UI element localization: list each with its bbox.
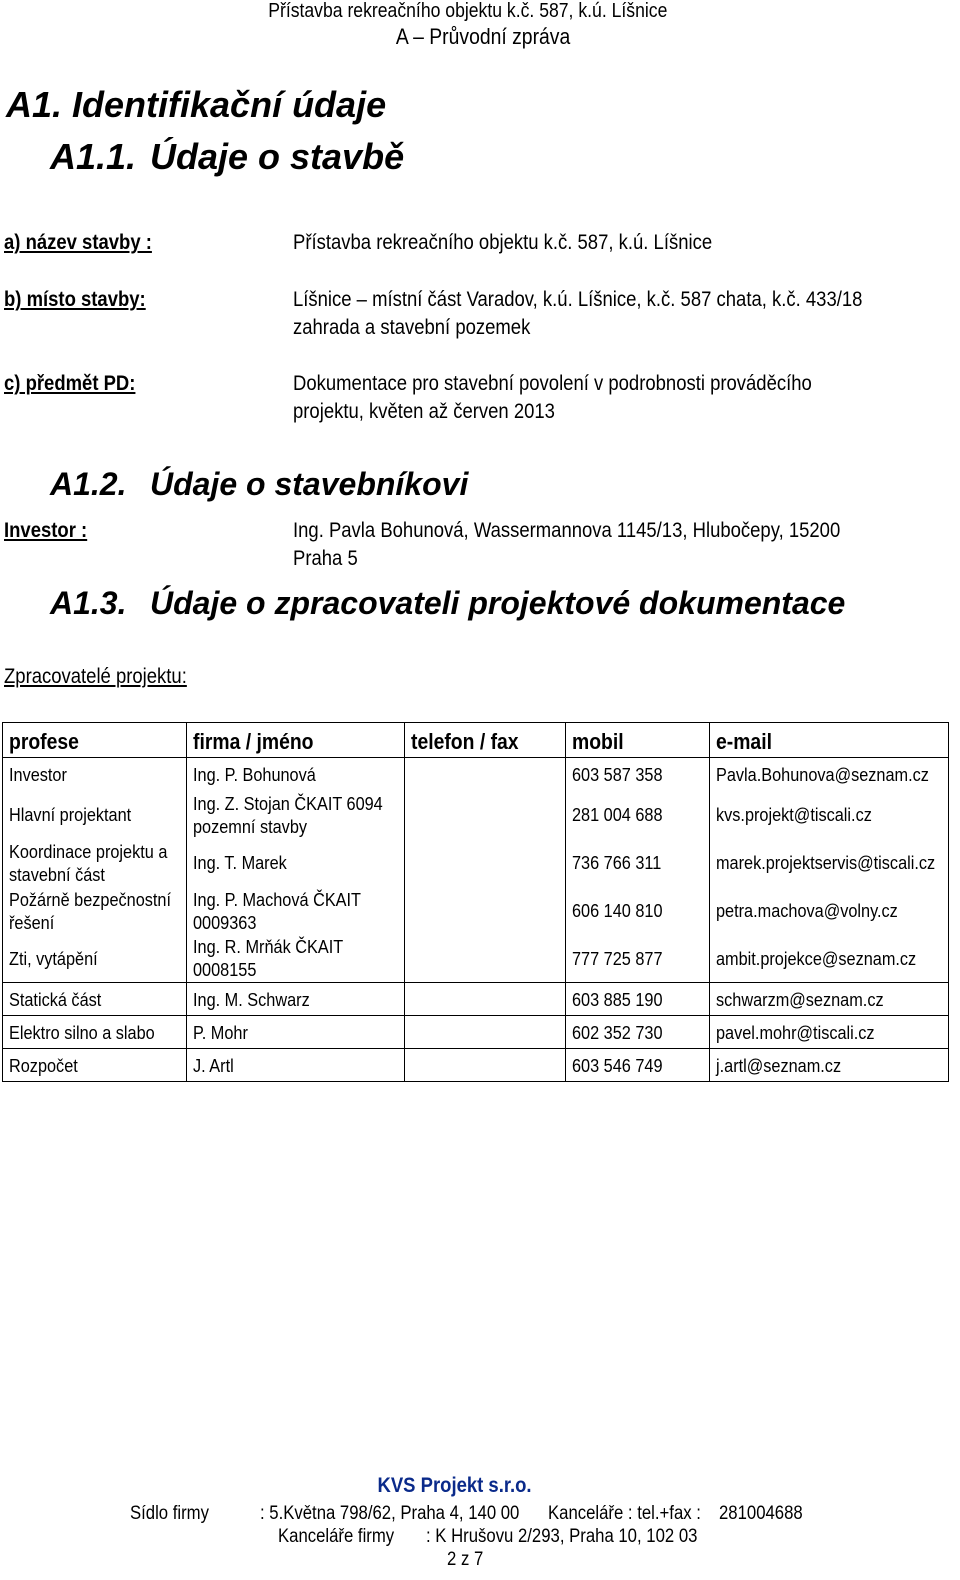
footer-company <box>0 1474 960 1498</box>
cell-profese: Požárně bezpečnostní řešení <box>3 887 187 935</box>
footer-kancelare-value: : K Hrušovu 2/293, Praha 10, 102 03 <box>426 1526 698 1547</box>
cell-mobil: 777 725 877 <box>566 935 710 983</box>
cell-email: marek.projektservis@tiscali.cz <box>710 839 949 887</box>
cell-firma: Ing. P. Machová ČKAIT 0009363 <box>187 887 405 935</box>
table-row <box>3 1016 949 1049</box>
cell-profese: Koordinace projektu a stavební část <box>3 839 187 887</box>
cell-email: pavel.mohr@tiscali.cz <box>710 1016 949 1049</box>
section-a11-number-text: A1.1. <box>50 136 137 177</box>
field-predmet-value-line1: Dokumentace pro stavební povolení v podrobnosti prováděcího <box>293 372 812 395</box>
table-row <box>3 839 949 887</box>
section-a1-title: A1. Identifikační údaje <box>6 84 387 125</box>
col-header-mobil: mobil <box>566 723 710 758</box>
table-row <box>3 935 949 983</box>
investor-value-line2: Praha 5 <box>293 547 358 570</box>
cell-mobil: 736 766 311 <box>566 839 710 887</box>
section-a11-heading <box>150 136 404 178</box>
field-misto-label: b) místo stavby: <box>4 288 146 311</box>
cell-telefon <box>405 935 566 983</box>
cell-telefon <box>405 839 566 887</box>
cell-profese: Statická část <box>3 983 187 1016</box>
cell-telefon <box>405 1016 566 1049</box>
cell-email: Pavla.Bohunova@seznam.cz <box>710 758 949 791</box>
header-project-title <box>0 0 936 23</box>
cell-telefon <box>405 791 566 839</box>
investor-label: Investor : <box>4 519 88 542</box>
section-a12-number: A1.2. <box>50 466 127 502</box>
cell-email: kvs.projekt@tiscali.cz <box>710 791 949 839</box>
cell-telefon <box>405 758 566 791</box>
cell-firma: Ing. M. Schwarz <box>187 983 405 1016</box>
cell-email: petra.machova@volny.cz <box>710 887 949 935</box>
footer-sidlo-value: : 5.Května 798/62, Praha 4, 140 00 <box>260 1503 520 1524</box>
field-misto-value-line2: zahrada a stavební pozemek <box>293 316 531 339</box>
zpracovatele-table <box>2 722 949 1082</box>
cell-firma: Ing. Z. Stojan ČKAIT 6094 pozemní stavby <box>187 791 405 839</box>
footer-sidlo-label: Sídlo firmy <box>130 1503 209 1524</box>
cell-telefon <box>405 983 566 1016</box>
footer-company-name: KVS Projekt s.r.o. <box>377 1474 533 1497</box>
field-nazev-value: Přístavba rekreačního objektu k.č. 587, k.ú. Líšnice <box>293 231 713 254</box>
zpracovatele-label: Zpracovatelé projektu: <box>4 665 187 688</box>
section-a11-title: Údaje o stavbě <box>150 136 405 177</box>
cell-mobil: 606 140 810 <box>566 887 710 935</box>
footer-kancelare-tel-label: Kanceláře : tel.+fax : <box>548 1503 701 1524</box>
cell-profese: Investor <box>3 758 187 791</box>
section-a12-heading: Údaje o stavebníkovi <box>150 466 469 502</box>
field-predmet-label: c) předmět PD: <box>4 372 136 395</box>
cell-telefon <box>405 1049 566 1082</box>
cell-profese: Rozpočet <box>3 1049 187 1082</box>
col-header-profese: profese <box>3 723 187 758</box>
table-row <box>3 887 949 935</box>
section-a13-heading: Údaje o zpracovateli projektové dokumentace <box>150 585 846 621</box>
cell-firma: P. Mohr <box>187 1016 405 1049</box>
header-line1: Přístavba rekreačního objektu k.č. 587, k.ú. Líšnice <box>268 0 668 22</box>
table-header-row <box>3 723 949 758</box>
cell-firma: Ing. P. Bohunová <box>187 758 405 791</box>
footer-kancelare-label: Kanceláře firmy <box>278 1526 395 1547</box>
section-a1-heading <box>6 84 386 126</box>
cell-profese: Hlavní projektant <box>3 791 187 839</box>
investor-value-line1: Ing. Pavla Bohunová, Wassermannova 1145/13, Hlubočepy, 15200 <box>293 519 841 542</box>
section-a13-number: A1.3. <box>50 585 127 621</box>
field-predmet-value-line2: projektu, květen až červen 2013 <box>293 400 555 423</box>
cell-mobil: 602 352 730 <box>566 1016 710 1049</box>
cell-firma: J. Artl <box>187 1049 405 1082</box>
col-header-telefon: telefon / fax <box>405 723 566 758</box>
table-row <box>3 758 949 791</box>
section-a11-number <box>50 136 136 178</box>
field-misto-value-line1: Líšnice – místní část Varadov, k.ú. Líšnice, k.č. 587 chata, k.č. 433/18 <box>293 288 863 311</box>
cell-email: j.artl@seznam.cz <box>710 1049 949 1082</box>
col-header-email: e-mail <box>710 723 949 758</box>
table-row <box>3 791 949 839</box>
footer-kancelare-tel-value: 281004688 <box>719 1503 803 1524</box>
field-nazev-label: a) název stavby : <box>4 231 152 254</box>
cell-mobil: 281 004 688 <box>566 791 710 839</box>
col-header-firma: firma / jméno <box>187 723 405 758</box>
cell-profese: Elektro silno a slabo <box>3 1016 187 1049</box>
cell-email: schwarzm@seznam.cz <box>710 983 949 1016</box>
cell-profese: Zti, vytápění <box>3 935 187 983</box>
cell-mobil: 603 885 190 <box>566 983 710 1016</box>
cell-telefon <box>405 887 566 935</box>
header-line2: A – Průvodní zpráva <box>395 24 571 49</box>
cell-firma: Ing. R. Mrňák ČKAIT 0008155 <box>187 935 405 983</box>
table-row <box>3 983 949 1016</box>
cell-email: ambit.projekce@seznam.cz <box>710 935 949 983</box>
cell-mobil: 603 587 358 <box>566 758 710 791</box>
cell-mobil: 603 546 749 <box>566 1049 710 1082</box>
header-doc-title <box>0 24 936 50</box>
cell-firma: Ing. T. Marek <box>187 839 405 887</box>
footer-page-number: 2 z 7 <box>447 1549 484 1570</box>
table-row <box>3 1049 949 1082</box>
